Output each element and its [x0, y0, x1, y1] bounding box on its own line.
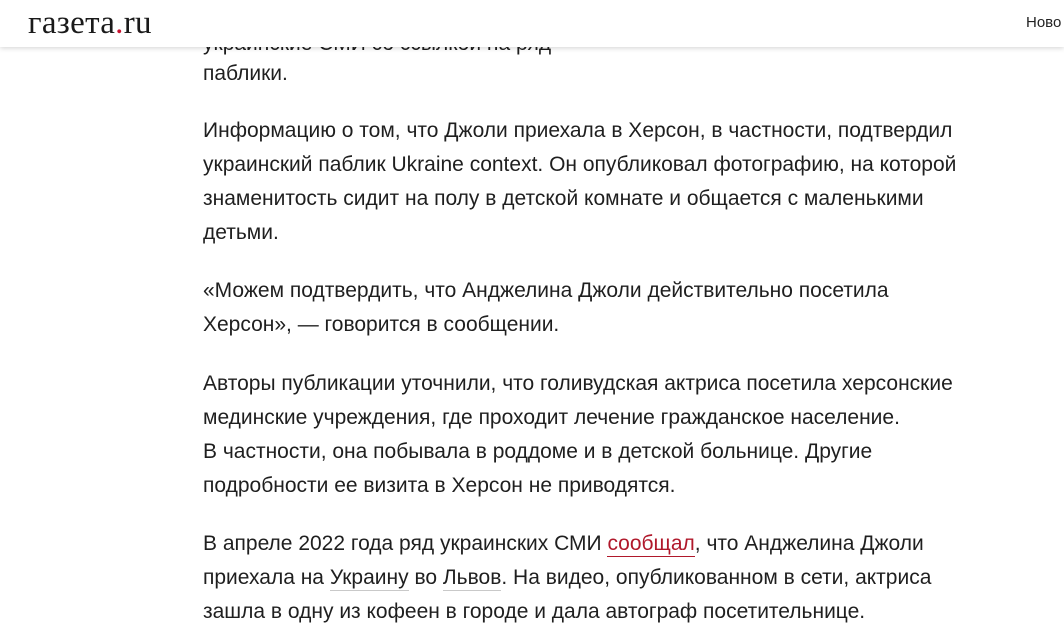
site-header: [0, 0, 1064, 47]
paragraph-line: украинский паблик Ukraine context. Он опубликовал фотографию, на которой: [203, 153, 957, 176]
article-paragraph-quote: [203, 274, 1033, 342]
logo-tld: ru: [123, 5, 152, 41]
paragraph-line: подробности ее визита в Херсон не приводятся.: [203, 474, 676, 497]
paragraph-line: [203, 527, 1033, 561]
link-lviv[interactable]: Львов: [442, 566, 502, 589]
paragraph-line: «Можем подтвердить, что Анджелина Джоли действительно посетила: [203, 279, 889, 302]
nav-item-news[interactable]: Ново: [1026, 14, 1062, 31]
text-segment: во: [408, 566, 443, 589]
link-reported[interactable]: сообщал: [607, 532, 695, 555]
link-ukraine[interactable]: Украину: [329, 566, 409, 589]
article-paragraph: [203, 527, 1033, 629]
logo-dot: .: [115, 5, 124, 41]
article-paragraph: [203, 367, 1033, 503]
logo-main: газета: [28, 5, 116, 41]
paragraph-line: В частности, она побывала в роддоме и в детской больнице. Другие: [203, 440, 873, 463]
article-paragraph: [203, 57, 1033, 91]
paragraph-line: мединские учреждения, где проходит лечение гражданское население.: [203, 406, 900, 429]
paragraph-line: знаменитость сидит на полу в детской комнате и общается с маленькими: [203, 187, 924, 210]
paragraph-line: [203, 561, 1033, 595]
site-logo[interactable]: [28, 3, 152, 43]
paragraph-line: зашла в одну из кофеен в городе и дала автограф посетительнице.: [203, 600, 866, 623]
text-segment: приехала на: [203, 566, 330, 589]
paragraph-line: Херсон», — говорится в сообщении.: [203, 313, 560, 336]
article-paragraph: [203, 114, 1033, 250]
paragraph-line: паблики.: [203, 62, 288, 85]
paragraph-line: детьми.: [203, 221, 279, 244]
paragraph-line: Информацию о том, что Джоли приехала в Херсон, в частности, подтвердил: [203, 119, 953, 142]
text-segment: , что Анджелина Джоли: [694, 532, 924, 555]
text-segment: В апреле 2022 года ряд украинских СМИ: [203, 532, 608, 555]
text-segment: . На видео, опубликованном в сети, актриса: [501, 566, 932, 589]
paragraph-line: Авторы публикации уточнили, что голивудская актриса посетила херсонские: [203, 372, 953, 395]
